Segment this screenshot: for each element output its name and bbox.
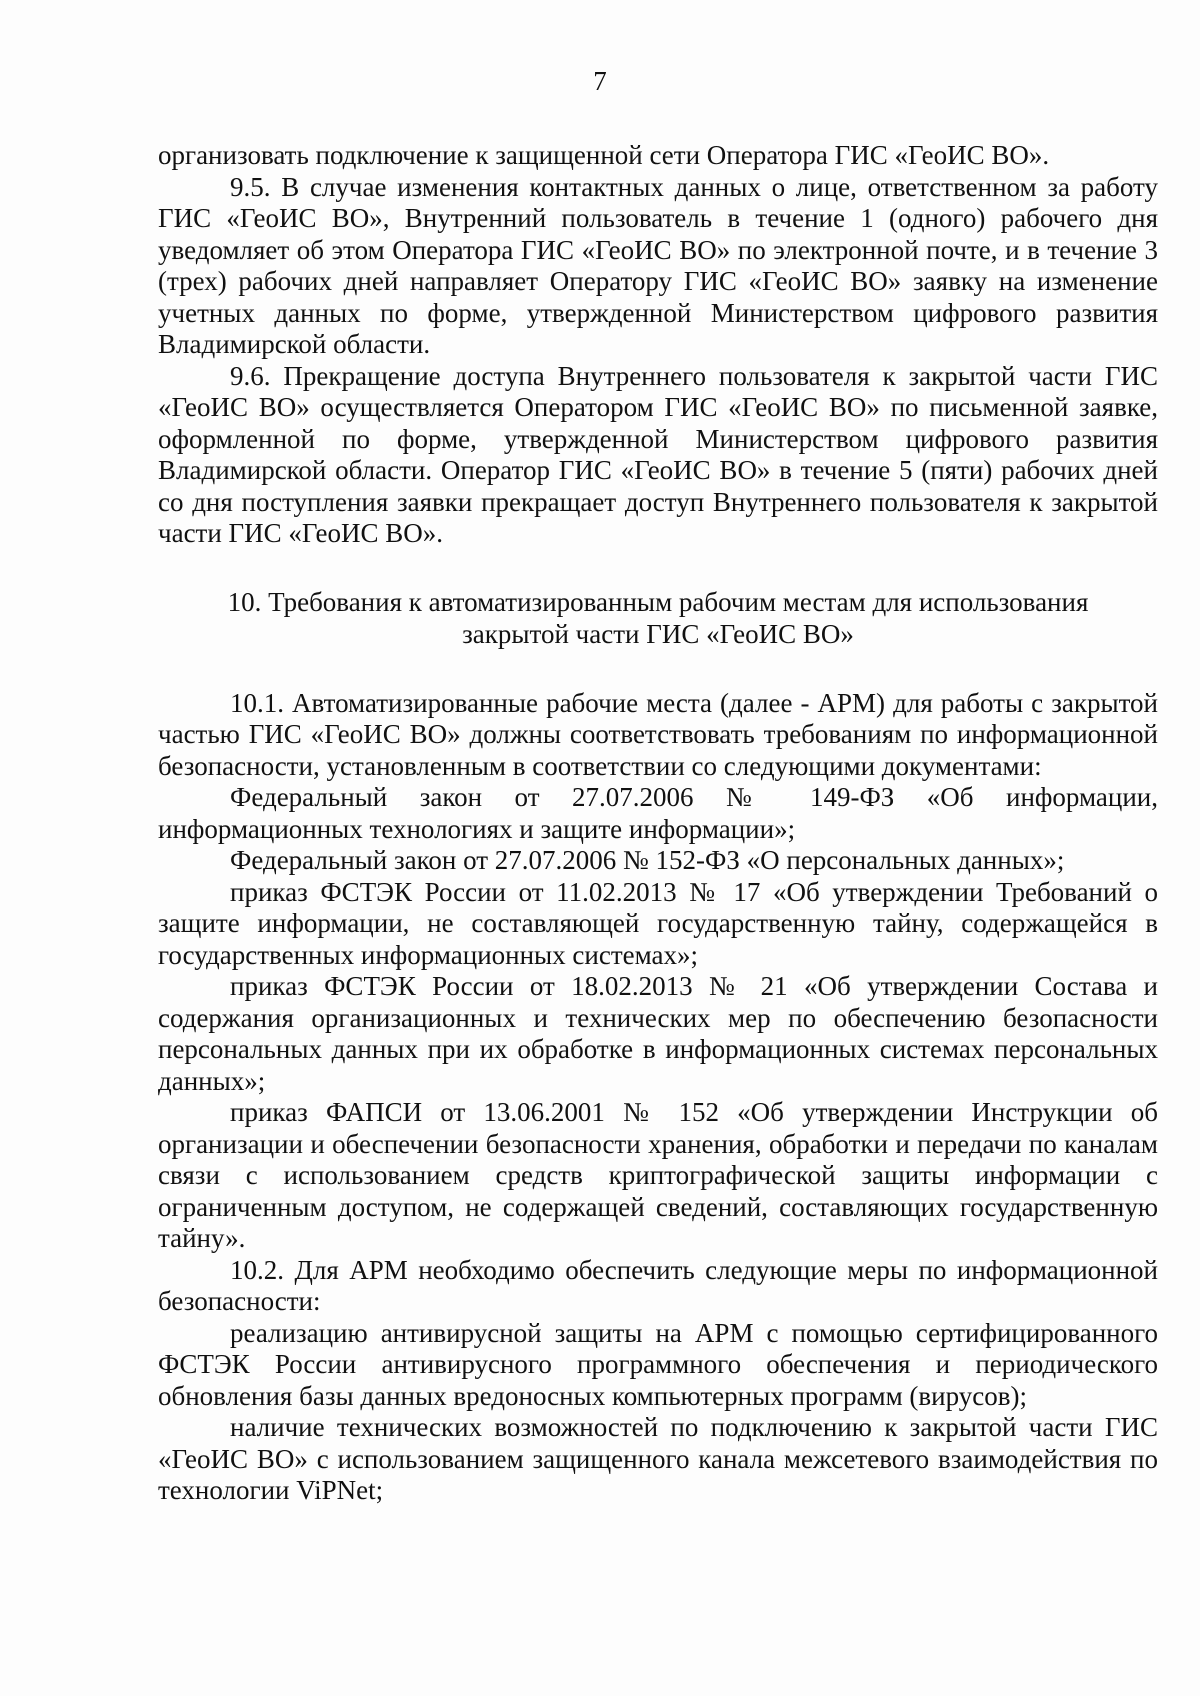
paragraph: Федеральный закон от 27.07.2006 № 152-ФЗ «О персональных данных»;	[230, 845, 1065, 875]
section-heading	[158, 586, 1158, 650]
paragraph: Федеральный закон от 27.07.2006 № 149-ФЗ «Об информации, информационных технологиях и защите информации»;	[158, 782, 1158, 844]
paragraph: 9.5. В случае изменения контактных данных о лице, ответственном за работу ГИС «ГеоИС ВО», Внутренний пользователь в течение 1 (одного) рабочего дня уведомляет об этом Оператора ГИС «ГеоИС ВО» по электронной почте, и в течение 3 (трех) рабочих дней направляет Оператору ГИС «ГеоИС ВО» заявку на изменение учетных данных по форме, утвержденной Министерством цифрового развития Владимирской области.	[158, 171, 1158, 359]
document-body	[158, 140, 1158, 1507]
paragraph: приказ ФСТЭК России от 11.02.2013 № 17 «Об утверждении Требований о защите информации, не составляющей государственную тайну, содержащейся в государственных информационных системах»;	[158, 876, 1158, 970]
paragraph: реализацию антивирусной защиты на АРМ с помощью сертифицированного ФСТЭК России антивирусного программного обеспечения и периодического обновления базы данных вредоносных компьютерных программ (вирусов);	[158, 1317, 1158, 1411]
paragraph: 9.6. Прекращение доступа Внутреннего пользователя к закрытой части ГИС «ГеоИС ВО» осуществляется Оператором ГИС «ГеоИС ВО» по письменной заявке, оформленной по форме, утвержденной Министерством цифрового развития Владимирской области. Оператор ГИС «ГеоИС ВО» в течение 5 (пяти) рабочих дней со дня поступления заявки прекращает доступ Внутреннего пользователя к закрытой части ГИС «ГеоИС ВО».	[158, 360, 1158, 548]
paragraph: приказ ФСТЭК России от 18.02.2013 № 21 «Об утверждении Состава и содержания организационных и технических мер по обеспечению безопасности персональных данных при их обработке в информационных системах персональных данных»;	[158, 971, 1158, 1096]
paragraph: 10.2. Для АРМ необходимо обеспечить следующие меры по информационной безопасности:	[158, 1254, 1158, 1316]
paragraph: приказ ФАПСИ от 13.06.2001 № 152 «Об утверждении Инструкции об организации и обеспечении безопасности хранения, обработки и передачи по каналам связи с использованием средств криптографической защиты информации с ограниченным доступом, не содержащей сведений, составляющих государственную тайну».	[158, 1097, 1158, 1253]
section-heading-line: 10. Требования к автоматизированным рабочим местам для использования	[227, 586, 1089, 617]
page-number: 7	[593, 66, 607, 96]
paragraph: 10.1. Автоматизированные рабочие места (далее - АРМ) для работы с закрытой частью ГИС «ГеоИС ВО» должны соответствовать требованиям по информационной безопасности, установленным в соответствии со следующими документами:	[158, 687, 1158, 781]
paragraph: организовать подключение к защищенной сети Оператора ГИС «ГеоИС ВО».	[158, 140, 1050, 170]
section-heading-line: закрытой части ГИС «ГеоИС ВО»	[462, 618, 854, 649]
paragraph: наличие технических возможностей по подключению к закрытой части ГИС «ГеоИС ВО» с использованием защищенного канала межсетевого взаимодействия по технологии ViPNet;	[158, 1412, 1158, 1505]
